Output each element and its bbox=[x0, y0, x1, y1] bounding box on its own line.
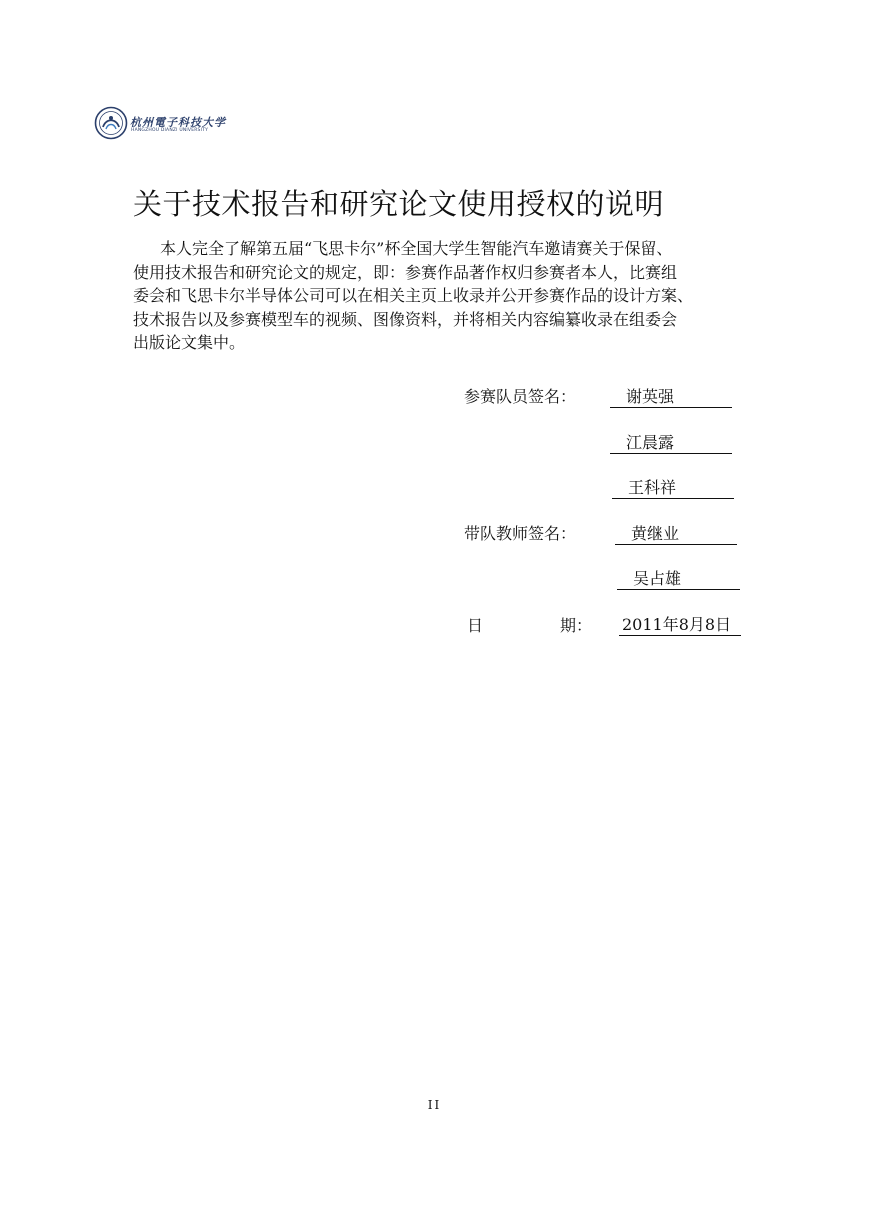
paragraph-line: 使用技术报告和研究论文的规定，即：参赛作品著作权归参赛者本人，比赛组 bbox=[133, 262, 678, 282]
team-member-signature: 王科祥 bbox=[612, 475, 734, 499]
page-number: II bbox=[427, 1098, 442, 1112]
advisor-signature: 吴占雄 bbox=[617, 566, 740, 590]
university-emblem-icon bbox=[94, 106, 128, 140]
date-value: 2011年8月8日 bbox=[619, 612, 741, 636]
paragraph-line: 技术报告以及参赛模型车的视频、图像资料，并将相关内容编纂收录在组委会 bbox=[133, 309, 678, 329]
paragraph-line: 本人完全了解第五届“飞思卡尔”杯全国大学生智能汽车邀请赛关于保留、 bbox=[160, 239, 673, 258]
logo-chinese-name: 杭州電子科技大学 bbox=[130, 116, 226, 129]
date-label-day: 日 bbox=[467, 616, 484, 635]
team-member-signature: 江晨露 bbox=[610, 430, 732, 454]
team-member-signature: 谢英强 bbox=[610, 384, 732, 408]
authorization-paragraph bbox=[133, 237, 753, 355]
advisor-signature-label: 带队教师签名： bbox=[464, 524, 577, 543]
paragraph-line: 出版论文集中。 bbox=[133, 333, 246, 352]
logo-english-name: HANGZHOU DIANZI UNIVERSITY bbox=[131, 128, 209, 133]
team-signature-label: 参赛队员签名： bbox=[464, 387, 577, 406]
advisor-signature: 黄继业 bbox=[615, 521, 737, 545]
university-logo bbox=[94, 106, 226, 146]
date-label-period: 期： bbox=[560, 616, 593, 635]
document-title: 关于技术报告和研究论文使用授权的说明 bbox=[133, 187, 665, 221]
paragraph-line: 委会和飞思卡尔半导体公司可以在相关主页上收录并公开参赛作品的设计方案、 bbox=[133, 286, 694, 305]
